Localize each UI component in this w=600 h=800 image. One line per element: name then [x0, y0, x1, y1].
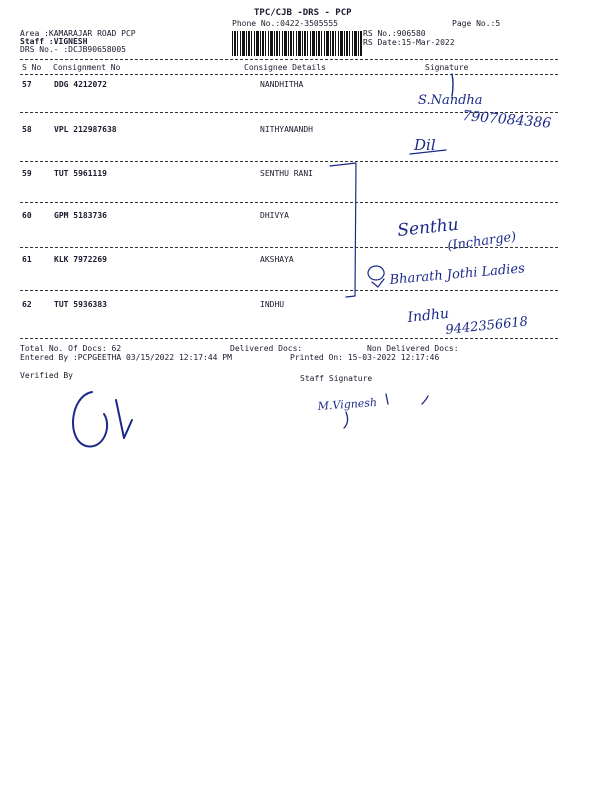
- non-delivered-docs: Non Delivered Docs:: [367, 344, 459, 353]
- signature-60: Senthu: [396, 214, 460, 241]
- phone-number: Phone No.:0422-3505555: [232, 19, 338, 28]
- row-consignee: DHIVYA: [260, 211, 289, 220]
- staff-field: Staff :VIGNESH: [20, 37, 88, 46]
- incharge-note: (Incharge): [446, 229, 518, 254]
- row-sno: 58: [22, 125, 32, 134]
- drs-number: DRS No.- :DCJB90658005: [20, 45, 126, 54]
- row-consignee: NITHYANANDH: [260, 125, 313, 134]
- printed-on: Printed On: 15-03-2022 12:17:46: [290, 353, 440, 362]
- document-title: TPC/CJB -DRS - PCP: [254, 8, 352, 18]
- column-header-sno: S No: [22, 63, 42, 72]
- row-consignment: TUT 5936383: [54, 300, 107, 309]
- rs-number: RS No.:906580: [363, 29, 426, 38]
- staff-signature-label: Staff Signature: [300, 374, 373, 383]
- verified-by-label: Verified By: [20, 371, 73, 380]
- group-note: Bharath Jothi Ladies: [389, 261, 526, 288]
- page-number: Page No.:5: [452, 19, 501, 28]
- column-header-signature: Signature: [425, 63, 469, 72]
- row-consignment: KLK 7972269: [54, 255, 107, 264]
- phone-62: 9442356618: [444, 314, 529, 338]
- column-header-consignee: Consignee Details: [244, 63, 326, 72]
- signature-62: Indhu: [406, 305, 450, 326]
- signature-57: S.Nandha: [418, 93, 483, 108]
- row-consignment: TUT 5961119: [54, 169, 107, 178]
- row-consignee: AKSHAYA: [260, 255, 294, 264]
- staff-signature: M.Vignesh: [317, 395, 378, 413]
- row-consignee: SENTHU RANI: [260, 169, 313, 178]
- signature-58: Dil: [414, 136, 436, 154]
- total-docs: Total No. Of Docs: 62: [20, 344, 122, 353]
- row-sno: 57: [22, 80, 32, 89]
- row-sno: 61: [22, 255, 32, 264]
- column-header-consignment: Consignment No: [53, 63, 121, 72]
- row-consignment: VPL 212987638: [54, 125, 117, 134]
- row-consignment: DDG 4212072: [54, 80, 107, 89]
- row-consignee: INDHU: [260, 300, 285, 309]
- row-sno: 62: [22, 300, 32, 309]
- phone-57: 7907084386: [461, 108, 552, 132]
- bracket-mark: [330, 163, 356, 297]
- area-field: Area :KAMARAJAR ROAD PCP: [20, 29, 136, 38]
- row-sno: 59: [22, 169, 32, 178]
- row-consignee: NANDHITHA: [260, 80, 304, 89]
- entered-by: Entered By :PCPGEETHA 03/15/2022 12:17:44 PM: [20, 353, 232, 362]
- verifier-signature: [73, 392, 132, 446]
- rs-date: RS Date:15-Mar-2022: [363, 38, 455, 47]
- row-consignment: GPM 5183736: [54, 211, 107, 220]
- signature-57-flourish: [452, 74, 453, 96]
- circled-mark: [368, 266, 384, 280]
- row-sno: 60: [22, 211, 32, 220]
- delivered-docs: Delivered Docs:: [230, 344, 303, 353]
